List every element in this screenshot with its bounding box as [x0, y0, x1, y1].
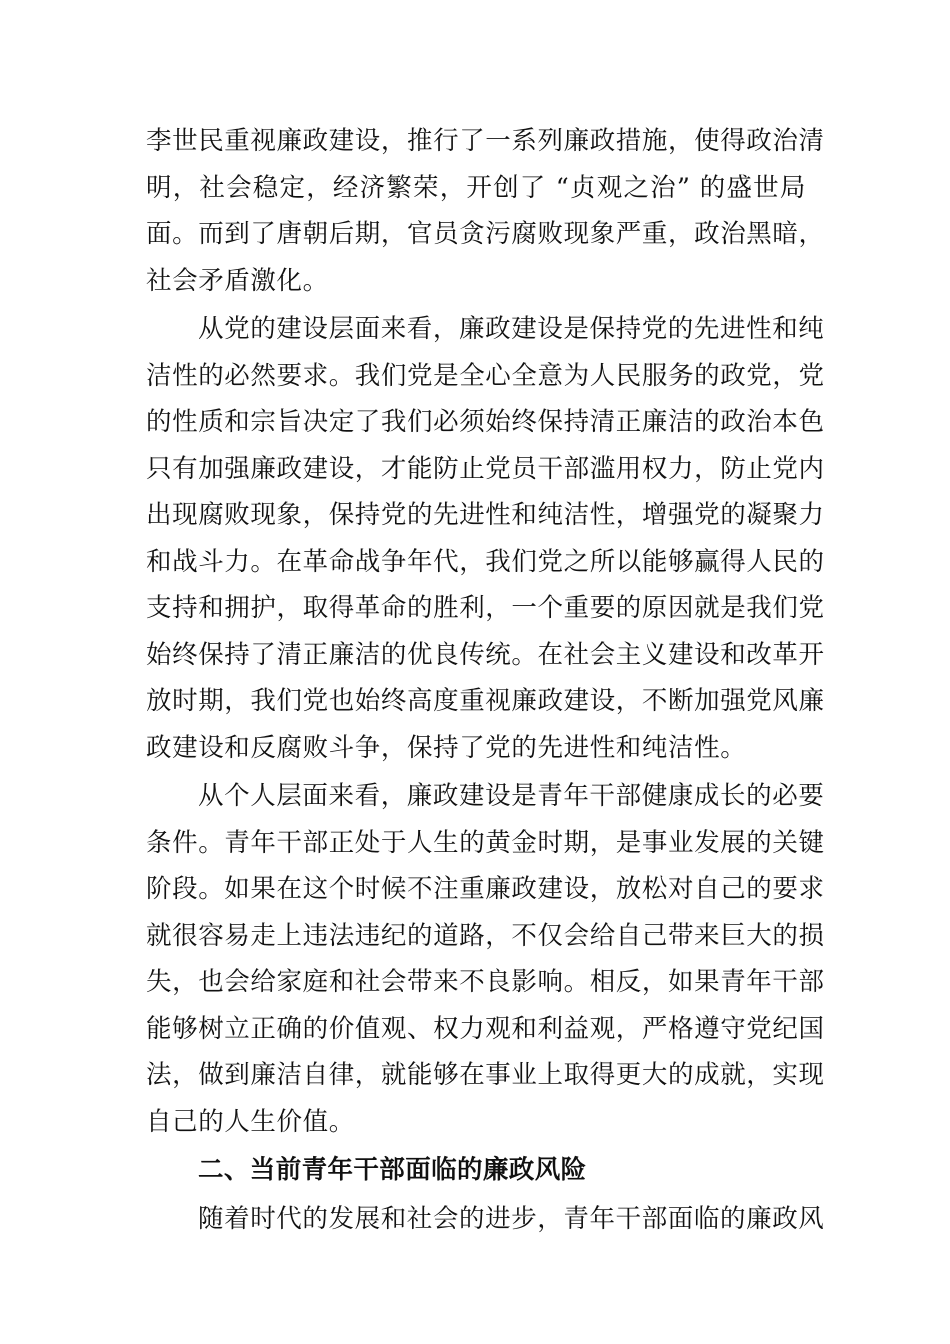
text-line: 从党的建设层面来看，廉政建设是保持党的先进性和纯	[198, 314, 825, 344]
text-line: 就很容易走上违法违纪的道路，不仅会给自己带来巨大的损	[146, 920, 825, 951]
text-line: 明，社会稳定，经济繁荣，开创了 “贞观之治” 的盛世局	[146, 172, 806, 203]
paragraph	[146, 773, 825, 1145]
text-line: 洁性的必然要求。我们党是全心全意为人民服务的政党，党	[146, 360, 825, 391]
text-line: 条件。青年干部正处于人生的黄金时期，是事业发展的关键	[146, 827, 825, 858]
paragraph	[146, 306, 825, 771]
text-line: 从个人层面来看，廉政建设是青年干部健康成长的必要	[198, 781, 825, 811]
text-line: 法，做到廉洁自律，就能够在事业上取得更大的成就，实现	[146, 1060, 825, 1090]
text-line: 和战斗力。在革命战争年代，我们党之所以能够赢得人民的	[146, 546, 825, 577]
text-line: 自己的人生价值。	[146, 1106, 355, 1137]
paragraph	[146, 118, 825, 304]
document-body	[146, 118, 825, 1242]
text-line: 随着时代的发展和社会的进步，青年干部面临的廉政风	[198, 1203, 825, 1234]
text-line: 放时期，我们党也始终高度重视廉政建设，不断加强党风廉	[146, 686, 825, 716]
text-line: 的性质和宗旨决定了我们必须始终保持清正廉洁的政治本色	[146, 407, 825, 437]
text-line: 政建设和反腐败斗争，保持了党的先进性和纯洁性。	[146, 732, 747, 763]
text-line: 面。而到了唐朝后期，官员贪污腐败现象严重，政治黑暗，	[146, 219, 825, 249]
text-line: 李世民重视廉政建设，推行了一系列廉政措施，使得政治清	[146, 126, 825, 156]
text-line: 社会矛盾激化。	[146, 265, 329, 296]
text-line: 始终保持了清正廉洁的优良传统。在社会主义建设和改革开	[146, 639, 825, 670]
text-line: 出现腐败现象，保持党的先进性和纯洁性，增强党的凝聚力	[146, 500, 825, 530]
text-line: 失，也会给家庭和社会带来不良影响。相反，如果青年干部	[146, 967, 825, 997]
text-line: 支持和拥护，取得革命的胜利，一个重要的原因就是我们党	[146, 593, 825, 623]
text-line: 能够树立正确的价值观、权力观和利益观，严格遵守党纪国	[146, 1013, 825, 1044]
text-line: 阶段。如果在这个时候不注重廉政建设，放松对自己的要求	[146, 874, 825, 904]
section-heading: 二、当前青年干部面临的廉政风险	[198, 1155, 587, 1185]
text-line: 只有加强廉政建设，才能防止党员干部滥用权力，防止党内	[146, 453, 825, 484]
